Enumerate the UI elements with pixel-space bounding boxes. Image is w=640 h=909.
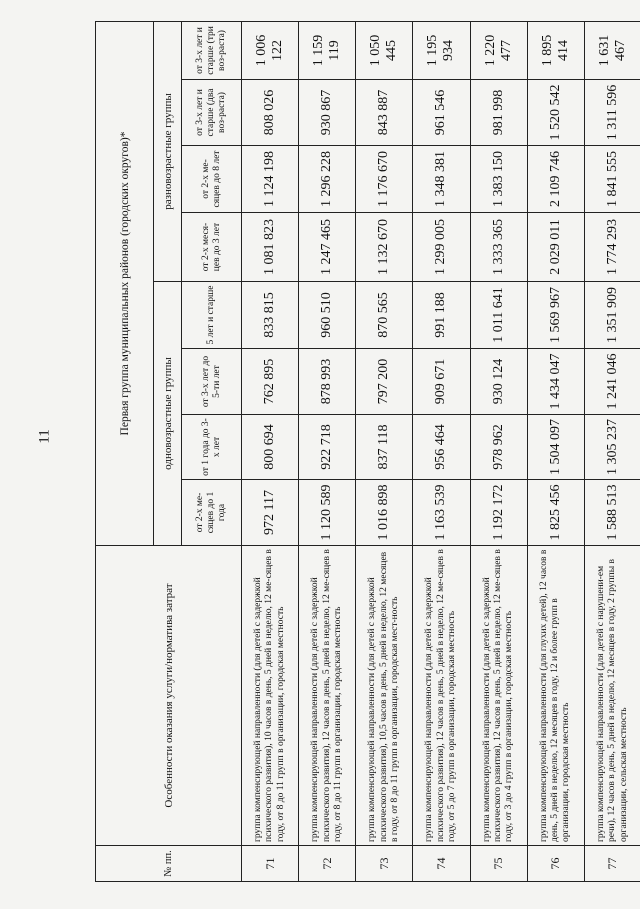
- value-cell: 972 117: [242, 480, 299, 546]
- header-col-4: 5 лет и старше: [182, 282, 242, 349]
- row-number: 76: [527, 846, 584, 882]
- rotated-table-wrapper: [95, 22, 640, 882]
- value-cell: 1 351 909: [584, 282, 640, 349]
- value-cell: 1 825 456: [527, 480, 584, 546]
- value-cell: 956 464: [413, 415, 470, 480]
- value-cell: 1 247 465: [299, 213, 356, 282]
- row-description: группа компенсирующей направленности (для детей с задержкой психического развития), 12 часов в день, 5 дней в неделю, 12 ме-сяцев в году, от 5 до 7 групп в организации, городская местность: [413, 546, 470, 846]
- value-cell: 1 520 542: [527, 80, 584, 146]
- value-cell: 930 867: [299, 80, 356, 146]
- value-cell: 1 050 445: [356, 21, 413, 79]
- value-cell: 1 774 293: [584, 213, 640, 282]
- value-cell: 1 163 539: [413, 480, 470, 546]
- row-number: 77: [584, 846, 640, 882]
- value-cell: 1 299 005: [413, 213, 470, 282]
- header-col-5: от 2-х меся-цев до 3 лет: [182, 213, 242, 282]
- value-cell: 961 546: [413, 80, 470, 146]
- value-cell: 981 998: [470, 80, 527, 146]
- value-cell: 808 026: [242, 80, 299, 146]
- row-description: группа компенсирующей направленности (для глухих детей), 12 часов в день, 5 дней в неделю, 12 месяцев в году, 12 и более групп в организации, городская местность: [527, 546, 584, 846]
- row-number: 73: [356, 846, 413, 882]
- value-cell: 1 192 172: [470, 480, 527, 546]
- header-group-title: Первая группа муниципальных районов (городских округов)*: [96, 21, 154, 545]
- value-cell: 1 016 898: [356, 480, 413, 546]
- value-cell: 1 305 237: [584, 415, 640, 480]
- value-cell: 1 434 047: [527, 349, 584, 415]
- table-row: [299, 21, 356, 881]
- table-row: [527, 21, 584, 881]
- value-cell: 1 504 097: [527, 415, 584, 480]
- header-col-2: от 1 года до 3-х лет: [182, 415, 242, 480]
- page-number: 11: [36, 429, 53, 444]
- value-cell: 922 718: [299, 415, 356, 480]
- row-number: 72: [299, 846, 356, 882]
- value-cell: 1 081 823: [242, 213, 299, 282]
- row-number: 71: [242, 846, 299, 882]
- value-cell: 1 333 365: [470, 213, 527, 282]
- value-cell: 1 569 967: [527, 282, 584, 349]
- value-cell: 960 510: [299, 282, 356, 349]
- row-description: группа компенсирующей направленности (для детей с задержкой психического развития), 12 часов в день, 5 дней в неделю, 12 ме-сяцев в году, от 8 до 11 групп в организации, городская местность: [299, 546, 356, 846]
- value-cell: 843 887: [356, 80, 413, 146]
- header-same-age: одновозрастные группы: [154, 282, 182, 546]
- value-cell: 837 118: [356, 415, 413, 480]
- value-cell: 1 159 119: [299, 21, 356, 79]
- value-cell: 2 109 746: [527, 146, 584, 213]
- table-stage: [95, 22, 640, 882]
- value-cell: 1 176 670: [356, 146, 413, 213]
- value-cell: 2 029 011: [527, 213, 584, 282]
- header-col-6: от 2-х ме-сяцев до 8 лет: [182, 146, 242, 213]
- value-cell: 1 311 596: [584, 80, 640, 146]
- table-row: [242, 21, 299, 881]
- header-row-1: [96, 21, 154, 881]
- header-features: Особенности оказания услуги/норматива затрат: [96, 546, 242, 846]
- value-cell: 1 895 414: [527, 21, 584, 79]
- table-row: [584, 21, 640, 881]
- value-cell: 1 631 467: [584, 21, 640, 79]
- value-cell: 1 241 046: [584, 349, 640, 415]
- row-number: 75: [470, 846, 527, 882]
- value-cell: 833 815: [242, 282, 299, 349]
- row-number: 74: [413, 846, 470, 882]
- value-cell: 909 671: [413, 349, 470, 415]
- value-cell: 870 565: [356, 282, 413, 349]
- header-col-8: от 3-х лет и старше (три воз-раста): [182, 21, 242, 79]
- table-row: [356, 21, 413, 881]
- value-cell: 762 895: [242, 349, 299, 415]
- row-description: группа компенсирующей направленности (для детей с задержкой психического развития), 10 часов в день, 5 дней в неделю, 12 ме-сяцев в году, от 8 до 11 групп в организации, городская местность: [242, 546, 299, 846]
- header-mixed-age: разновозрастные группы: [154, 21, 182, 281]
- value-cell: 1 120 589: [299, 480, 356, 546]
- value-cell: 1 220 477: [470, 21, 527, 79]
- table-row: [470, 21, 527, 881]
- value-cell: 1 296 228: [299, 146, 356, 213]
- value-cell: 1 383 150: [470, 146, 527, 213]
- row-description: группа компенсирующей направленности (для детей с задержкой психического развития), 12 часов в день, 5 дней в неделю, 12 ме-сяцев в году, от 3 до 4 групп в организации, городская местность: [470, 546, 527, 846]
- header-number: № пп.: [96, 846, 242, 882]
- value-cell: 1 195 934: [413, 21, 470, 79]
- value-cell: 797 200: [356, 349, 413, 415]
- value-cell: 991 188: [413, 282, 470, 349]
- value-cell: 1 006 122: [242, 21, 299, 79]
- value-cell: 878 993: [299, 349, 356, 415]
- row-description: группа компенсирующей направленности (для детей с нарушени-ем речи), 12 часов в день, 5 дней в неделю, 12 месяцев в году, 2 группы в организации, сельская местность: [584, 546, 640, 846]
- value-cell: 1 124 198: [242, 146, 299, 213]
- value-cell: 1 011 641: [470, 282, 527, 349]
- value-cell: 1 348 381: [413, 146, 470, 213]
- value-cell: 1 132 670: [356, 213, 413, 282]
- header-col-7: от 3-х лет и старше (два воз-раста): [182, 80, 242, 146]
- value-cell: 1 588 513: [584, 480, 640, 546]
- header-col-3: от 3-х лет до 5-ти лет: [182, 349, 242, 415]
- value-cell: 800 694: [242, 415, 299, 480]
- row-description: группа компенсирующей направленности (для детей с задержкой психического развития), 10,5 часов в день, 5 дней в неделю, 12 месяцев в году, от 8 до 11 групп в организации, городская мест-ность: [356, 546, 413, 846]
- value-cell: 1 841 555: [584, 146, 640, 213]
- header-col-1: от 2-х ме-сяцев до 1 года: [182, 480, 242, 546]
- value-cell: 930 124: [470, 349, 527, 415]
- table-row: [413, 21, 470, 881]
- cost-norms-table: [95, 21, 640, 882]
- value-cell: 978 962: [470, 415, 527, 480]
